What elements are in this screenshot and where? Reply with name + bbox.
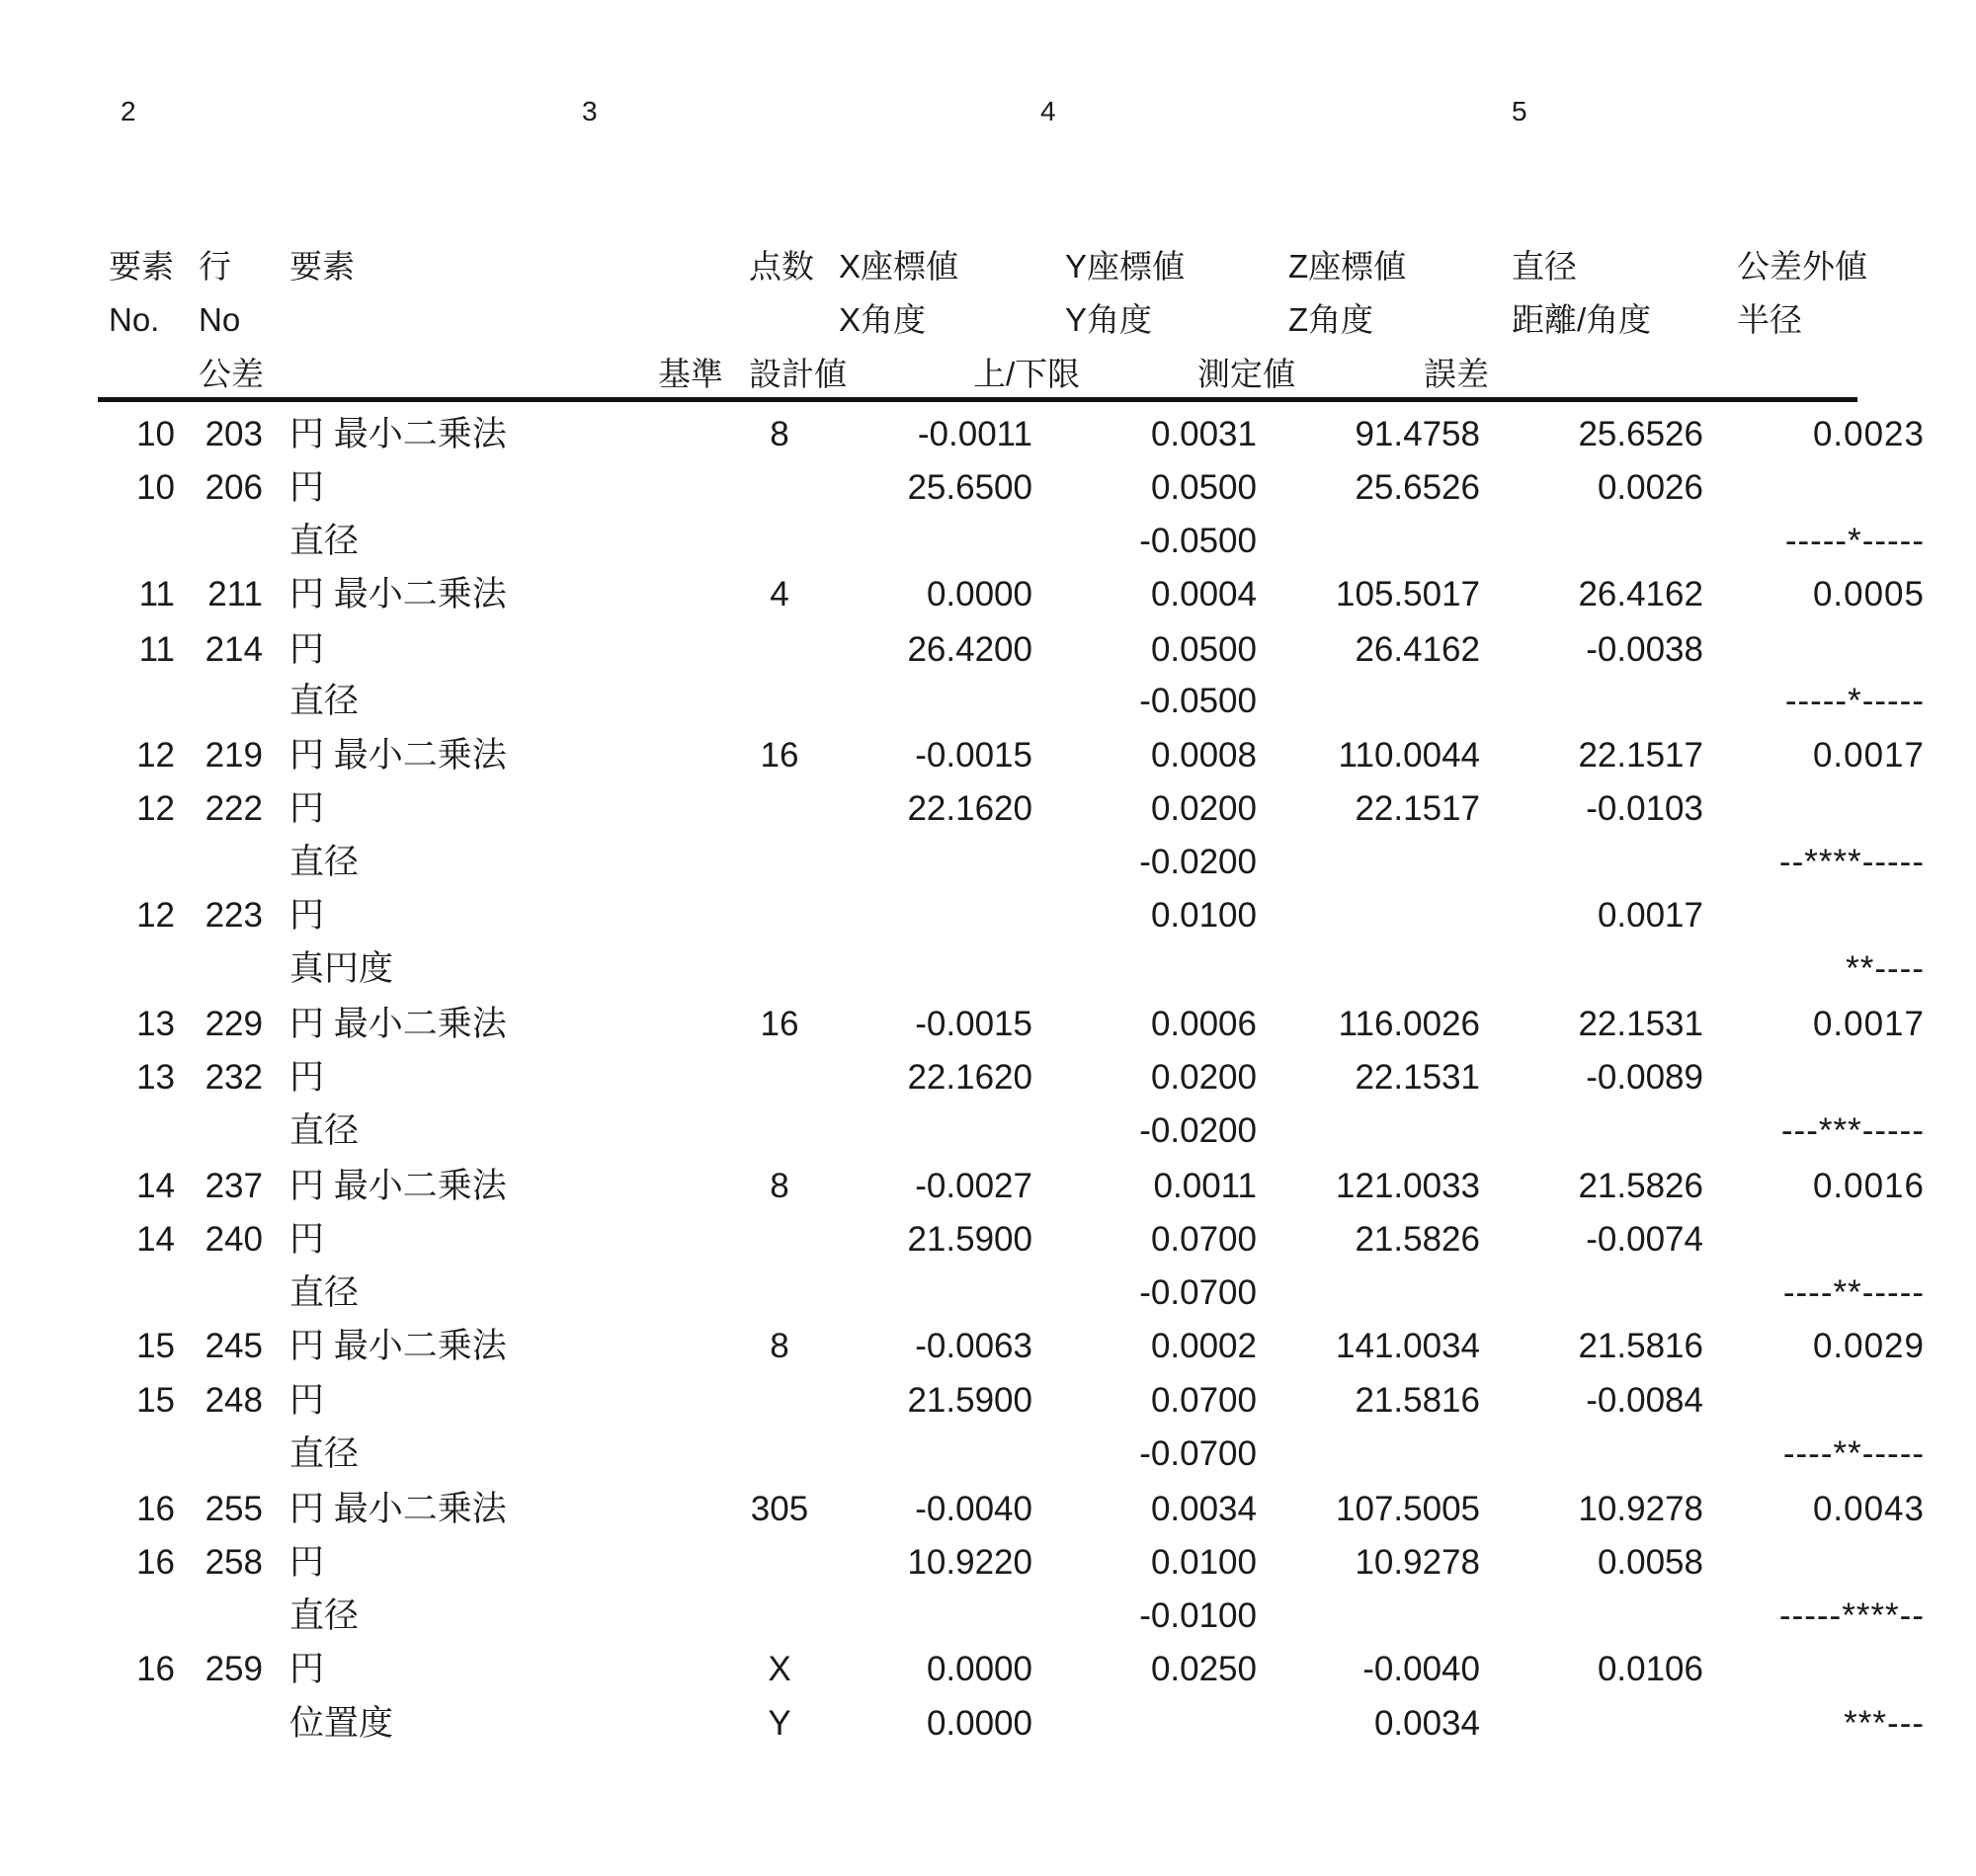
cell-c5: 0.0106 — [1597, 1650, 1703, 1688]
cell-c3: -0.0700 — [1139, 1434, 1257, 1473]
cell-c4: 110.0044 — [1338, 736, 1480, 775]
cell-row: 214 — [205, 630, 263, 669]
cell-c6: -----*----- — [1784, 682, 1925, 720]
cell-c5: 26.4162 — [1578, 575, 1703, 613]
column-number: 2 — [121, 96, 136, 126]
cell-c6: 0.0043 — [1812, 1490, 1925, 1528]
cell-row: 259 — [205, 1650, 263, 1688]
cell-c4: 21.5816 — [1355, 1381, 1480, 1420]
cell-c3: 0.0004 — [1150, 575, 1257, 613]
cell-row: 203 — [205, 415, 263, 453]
cell-row: 248 — [205, 1381, 263, 1420]
cell-row: 232 — [205, 1058, 263, 1097]
cell-label: 円 最小二乗法 — [289, 415, 507, 453]
cell-c1: 8 — [770, 1327, 789, 1365]
cell-c4: 141.0034 — [1336, 1327, 1480, 1365]
cell-c5: 25.6526 — [1578, 415, 1703, 453]
cell-elem: 13 — [136, 1005, 175, 1043]
cell-c2: -0.0040 — [915, 1490, 1032, 1528]
cell-c5: 22.1517 — [1578, 736, 1703, 775]
header-limits: 上/下限 — [973, 356, 1081, 392]
cell-c6: ----**----- — [1782, 1273, 1925, 1312]
header-y: Y座標値 — [1065, 248, 1186, 285]
cell-c2: 21.5900 — [907, 1381, 1032, 1420]
cell-elem: 13 — [136, 1058, 175, 1097]
cell-elem: 11 — [138, 630, 175, 669]
cell-row: 229 — [205, 1005, 263, 1043]
cell-c2: -0.0063 — [915, 1327, 1032, 1365]
cell-row: 237 — [205, 1167, 263, 1205]
cell-c2: -0.0015 — [915, 736, 1032, 775]
cell-c1: 16 — [760, 736, 799, 775]
cell-c3: 0.0006 — [1150, 1005, 1257, 1043]
header-z-angle: Z角度 — [1288, 301, 1374, 338]
cell-c4: 22.1517 — [1355, 789, 1480, 828]
header-rule — [98, 397, 1857, 402]
cell-c4: 10.9278 — [1355, 1543, 1480, 1582]
header-dist-angle: 距離/角度 — [1512, 301, 1652, 338]
cell-c3: 0.0031 — [1150, 415, 1257, 453]
column-number: 5 — [1512, 96, 1527, 126]
cell-c4: 26.4162 — [1355, 630, 1480, 669]
cell-row: 206 — [205, 468, 263, 507]
cell-label: 円 — [289, 630, 325, 669]
header-error: 誤差 — [1424, 356, 1489, 392]
cell-elem: 16 — [136, 1650, 175, 1688]
cell-row: 222 — [205, 789, 263, 828]
cell-label: 真円度 — [289, 949, 394, 988]
cell-c2: 26.4200 — [907, 630, 1032, 669]
cell-c5: -0.0074 — [1586, 1220, 1703, 1259]
cell-elem: 10 — [136, 468, 175, 507]
cell-c2: 22.1620 — [907, 1058, 1032, 1097]
cell-c3: 0.0200 — [1150, 789, 1257, 828]
cell-elem: 15 — [136, 1327, 175, 1365]
cell-label: 直径 — [289, 682, 360, 720]
cell-label: 円 最小二乗法 — [289, 1005, 507, 1043]
cell-c3: -0.0500 — [1139, 522, 1257, 560]
cell-c3: -0.0100 — [1139, 1596, 1257, 1635]
cell-elem: 16 — [136, 1543, 175, 1582]
cell-c6: 0.0023 — [1812, 415, 1925, 453]
cell-label: 直径 — [289, 1111, 360, 1150]
cell-label: 円 — [289, 1650, 325, 1688]
cell-c6: -----****-- — [1778, 1596, 1925, 1635]
cell-c6: -----*----- — [1784, 522, 1925, 560]
cell-c2: 10.9220 — [907, 1543, 1032, 1582]
header-points: 点数 — [749, 248, 814, 285]
cell-c2: 22.1620 — [907, 789, 1032, 828]
cell-elem: 12 — [136, 789, 175, 828]
cell-c4: -0.0040 — [1362, 1650, 1480, 1688]
cell-elem: 16 — [136, 1490, 175, 1528]
cell-c4: 105.5017 — [1336, 575, 1480, 613]
cell-c6: 0.0016 — [1812, 1167, 1925, 1205]
cell-label: 円 最小二乗法 — [289, 1327, 507, 1365]
cell-elem: 10 — [136, 415, 175, 453]
cell-c3: 0.0700 — [1150, 1381, 1257, 1420]
column-number: 4 — [1040, 96, 1056, 126]
header-out: 公差外値 — [1737, 248, 1867, 285]
cell-c6: ***--- — [1844, 1704, 1925, 1743]
cell-c6: --****----- — [1778, 843, 1925, 881]
header-elem: 要素 — [109, 248, 174, 285]
header-design: 設計値 — [749, 356, 847, 392]
cell-elem: 14 — [136, 1220, 175, 1259]
header-row: 行 — [199, 248, 231, 285]
cell-c2: 0.0000 — [926, 1650, 1032, 1688]
header-measured: 測定値 — [1197, 356, 1295, 392]
cell-c2: 0.0000 — [926, 575, 1032, 613]
cell-c1: 305 — [750, 1490, 809, 1528]
cell-label: 円 — [289, 1220, 325, 1259]
header-x-angle: X角度 — [839, 301, 927, 338]
cell-c1: X — [768, 1650, 791, 1688]
cell-c4: 121.0033 — [1336, 1167, 1480, 1205]
header-dia: 直径 — [1512, 248, 1577, 285]
column-number: 3 — [582, 96, 598, 126]
cell-elem: 12 — [136, 736, 175, 775]
cell-c6: 0.0017 — [1812, 1005, 1925, 1043]
cell-label: 位置度 — [289, 1704, 394, 1743]
cell-label: 円 — [289, 896, 325, 935]
cell-c5: 22.1531 — [1578, 1005, 1703, 1043]
cell-label: 直径 — [289, 1596, 360, 1635]
cell-row: 255 — [205, 1490, 263, 1528]
cell-c1: 4 — [770, 575, 789, 613]
cell-c2: 25.6500 — [907, 468, 1032, 507]
cell-c3: 0.0100 — [1150, 896, 1257, 935]
header-z: Z座標値 — [1288, 248, 1407, 285]
cell-c2: -0.0011 — [917, 415, 1032, 453]
cell-label: 円 — [289, 1381, 325, 1420]
cell-label: 直径 — [289, 522, 360, 560]
cell-c4: 22.1531 — [1355, 1058, 1480, 1097]
cell-elem: 12 — [136, 896, 175, 935]
cell-c2: -0.0015 — [915, 1005, 1032, 1043]
cell-c5: 0.0017 — [1597, 896, 1703, 935]
cell-c6: ---***----- — [1780, 1111, 1925, 1150]
cell-c3: 0.0008 — [1150, 736, 1257, 775]
cell-row: 219 — [205, 736, 263, 775]
cell-c3: 0.0034 — [1150, 1490, 1257, 1528]
cell-elem: 11 — [138, 575, 175, 613]
cell-c6: 0.0017 — [1812, 736, 1925, 775]
header-tolerance: 公差 — [199, 356, 264, 392]
cell-c3: 0.0500 — [1150, 468, 1257, 507]
cell-label: 円 最小二乗法 — [289, 736, 507, 775]
cell-elem: 15 — [136, 1381, 175, 1420]
cell-c3: 0.0200 — [1150, 1058, 1257, 1097]
header-x: X座標値 — [839, 248, 959, 285]
cell-row: 211 — [207, 575, 263, 613]
cell-c5: 21.5816 — [1578, 1327, 1703, 1365]
cell-c6: 0.0029 — [1812, 1327, 1925, 1365]
cell-c4: 91.4758 — [1355, 415, 1480, 453]
cell-c3: 0.0011 — [1153, 1167, 1257, 1205]
cell-c5: 21.5826 — [1578, 1167, 1703, 1205]
cell-label: 直径 — [289, 1273, 360, 1312]
cell-row: 240 — [205, 1220, 263, 1259]
cell-label: 直径 — [289, 1434, 360, 1473]
cell-c5: -0.0089 — [1586, 1058, 1703, 1097]
header-y-angle: Y角度 — [1065, 301, 1153, 338]
cell-c3: 0.0002 — [1150, 1327, 1257, 1365]
cell-elem: 14 — [136, 1167, 175, 1205]
header-row-no: No — [199, 301, 241, 338]
header-elem-no: No. — [109, 301, 160, 338]
cell-c5: -0.0084 — [1586, 1381, 1703, 1420]
cell-c3: -0.0200 — [1139, 1111, 1257, 1150]
cell-label: 円 最小二乗法 — [289, 1490, 507, 1528]
cell-c4: 116.0026 — [1338, 1005, 1480, 1043]
header-datum: 基準 — [658, 356, 723, 392]
cell-label: 円 — [289, 789, 325, 828]
cell-row: 245 — [205, 1327, 263, 1365]
cell-c3: 0.0250 — [1150, 1650, 1257, 1688]
cell-c3: -0.0200 — [1139, 843, 1257, 881]
cell-c4: 0.0034 — [1373, 1704, 1480, 1743]
cell-c1: Y — [768, 1704, 791, 1743]
cell-label: 円 — [289, 1543, 325, 1582]
cell-c3: 0.0100 — [1150, 1543, 1257, 1582]
cell-label: 円 最小二乗法 — [289, 1167, 507, 1205]
cell-c2: 0.0000 — [926, 1704, 1032, 1743]
cell-c3: 0.0500 — [1150, 630, 1257, 669]
cell-c1: 8 — [770, 1167, 789, 1205]
cell-c4: 21.5826 — [1355, 1220, 1480, 1259]
cell-c2: -0.0027 — [915, 1167, 1032, 1205]
cell-c5: -0.0038 — [1586, 630, 1703, 669]
header-element: 要素 — [289, 248, 355, 285]
cell-c6: ----**----- — [1782, 1434, 1925, 1473]
cell-c6: **---- — [1846, 949, 1925, 988]
cell-c6: 0.0005 — [1812, 575, 1925, 613]
cell-c5: 10.9278 — [1578, 1490, 1703, 1528]
cell-c1: 16 — [760, 1005, 799, 1043]
cell-c5: -0.0103 — [1586, 789, 1703, 828]
cell-c5: 0.0026 — [1597, 468, 1703, 507]
cell-c1: 8 — [770, 415, 789, 453]
cell-label: 円 — [289, 1058, 325, 1097]
cell-label: 円 — [289, 468, 325, 507]
cell-c2: 21.5900 — [907, 1220, 1032, 1259]
cell-c4: 107.5005 — [1336, 1490, 1480, 1528]
cell-label: 直径 — [289, 843, 360, 881]
cell-c3: -0.0500 — [1139, 682, 1257, 720]
cell-c5: 0.0058 — [1597, 1543, 1703, 1582]
cell-row: 223 — [205, 896, 263, 935]
cell-c4: 25.6526 — [1355, 468, 1480, 507]
cell-row: 258 — [205, 1543, 263, 1582]
header-radius: 半径 — [1737, 301, 1802, 338]
cell-label: 円 最小二乗法 — [289, 575, 507, 613]
cell-c3: -0.0700 — [1139, 1273, 1257, 1312]
cell-c3: 0.0700 — [1150, 1220, 1257, 1259]
